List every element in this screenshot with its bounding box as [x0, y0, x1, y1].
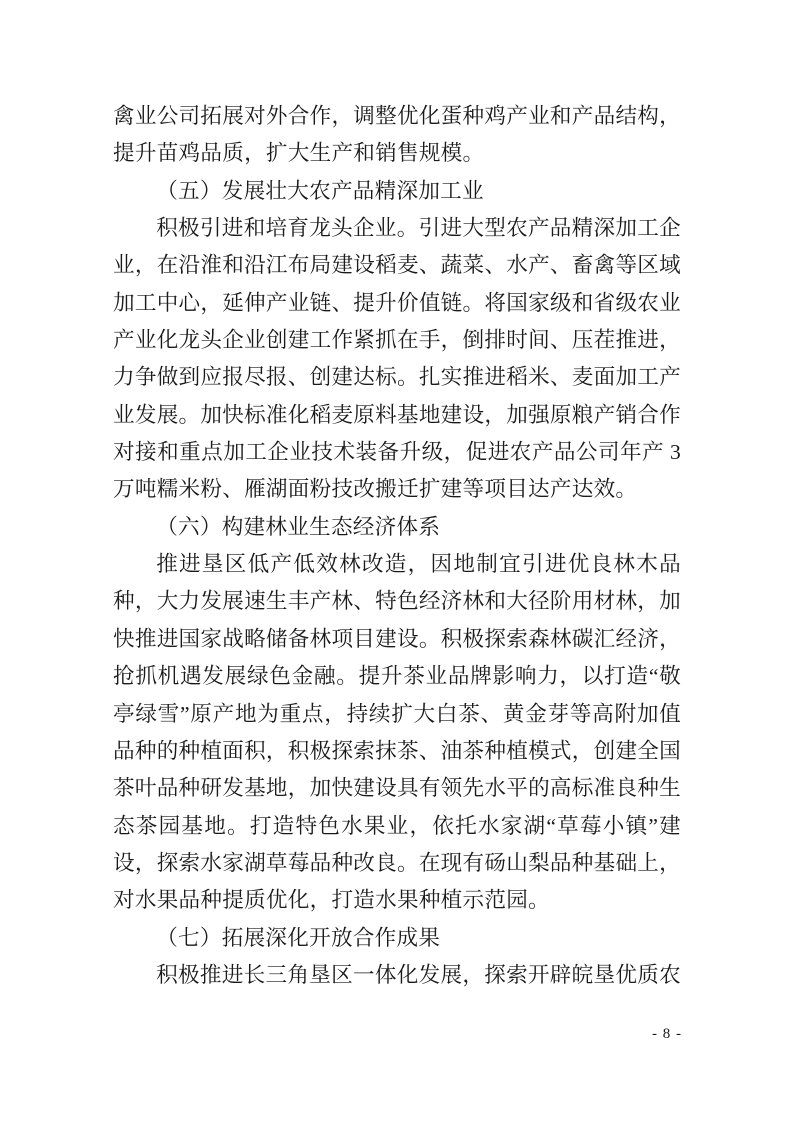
text-line: 抢抓机遇发展绿色金融。提升茶业品牌影响力，以打造“敬: [113, 664, 681, 689]
text-line: 力争做到应报尽报、创建达标。扎实推进稻米、麦面加工产: [113, 365, 681, 390]
text-line: 茶叶品种研发基地，加快建设具有领先水平的高标准良种生: [113, 776, 681, 801]
text-line: 业，在沿淮和沿江布局建设稻麦、蔬菜、水产、畜禽等区域: [113, 253, 681, 278]
text-line: 快推进国家战略储备林项目建设。积极探索森林碳汇经济，: [113, 626, 681, 651]
text-line: 态茶园基地。打造特色水果业，依托水家湖“草莓小镇”建: [113, 813, 681, 838]
section-heading: [113, 920, 681, 957]
paragraph: [113, 957, 681, 994]
text-line: 种，大力发展速生丰产林、特色经济林和大径阶用材林，加: [113, 589, 681, 614]
text-line: 产业化龙头企业创建工作紧抓在手，倒排时间、压茬推进，: [113, 328, 681, 353]
text-line: （五）发展壮大农产品精深加工业: [156, 178, 484, 203]
text-line: 加工中心，延伸产业链、提升价值链。将国家级和省级农业: [113, 290, 681, 315]
text-line: 积极推进长三角垦区一体化发展，探索开辟皖垦优质农: [156, 962, 681, 987]
document-body: [113, 98, 681, 994]
section-heading: [113, 173, 681, 210]
paragraph: [113, 210, 681, 509]
text-line: 对接和重点加工企业技术装备升级，促进农产品公司年产 3: [113, 440, 681, 465]
text-line: （七）拓展深化开放合作成果: [156, 925, 441, 950]
section-heading: [113, 509, 681, 546]
text-line: 亭绿雪”原产地为重点，持续扩大白茶、黄金芽等高附加值: [113, 701, 681, 726]
text-line: （六）构建林业生态经济体系: [156, 514, 441, 539]
text-line: 设，探索水家湖草莓品种改良。在现有砀山梨品种基础上，: [113, 850, 681, 875]
paragraph: [113, 546, 681, 919]
text-line: 积极引进和培育龙头企业。引进大型农产品精深加工企: [156, 216, 681, 241]
text-line: 万吨糯米粉、雁湖面粉技改搬迁扩建等项目达产达效。: [113, 477, 638, 502]
page-number: - 8 -: [652, 1026, 682, 1042]
text-line: 推进垦区低产低效林改造，因地制宜引进优良林木品: [156, 552, 681, 577]
text-line: 提升苗鸡品质，扩大生产和销售规模。: [113, 141, 485, 166]
text-line: 品种的种植面积，积极探索抹茶、油茶种植模式，创建全国: [113, 738, 681, 763]
paragraph: [113, 98, 681, 173]
text-line: 业发展。加快标准化稻麦原料基地建设，加强原粮产销合作: [113, 402, 681, 427]
text-line: 禽业公司拓展对外合作，调整优化蛋种鸡产业和产品结构，: [113, 104, 681, 128]
text-line: 对水果品种提质优化，打造水果种植示范园。: [113, 888, 550, 913]
